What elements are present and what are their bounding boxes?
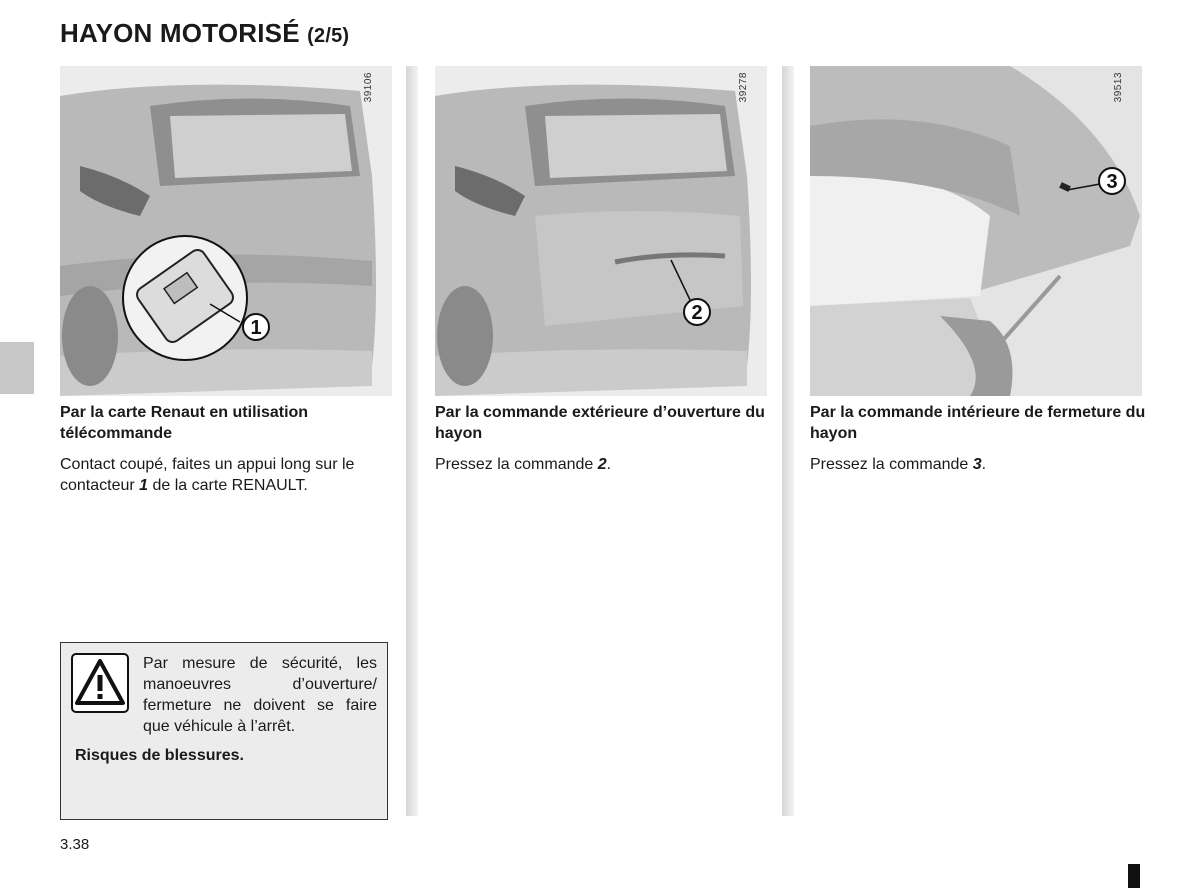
page-number: 3.38 [60,836,90,853]
callout-1 [243,314,269,340]
column-divider-1 [406,66,418,816]
callout-reference: 3 [972,456,982,473]
warning-risk: Risques de blessures. [75,747,244,764]
callout-2-label: 2 [691,302,703,324]
figure-ref-number: 39106 [363,72,374,103]
callout-3-label: 3 [1106,171,1118,193]
warning-box [60,642,388,820]
text-part: Pressez la commande [435,456,598,473]
illustration-exterior-handle [435,66,767,396]
text-part: Pressez la commande [810,456,973,473]
text-part: . [606,456,612,473]
illustration-interior-button [810,66,1142,396]
callout-2 [684,299,710,325]
callout-reference: 1 [139,477,149,494]
callout-reference: 2 [597,456,607,473]
page-title [60,18,349,49]
text-part: . [981,456,987,473]
page-title-sub: (2/5) [307,25,350,47]
callout-3 [1099,168,1125,194]
column-divider-2 [782,66,794,816]
text-part: Contact coupé, faites un appui long sur le contacteur [60,456,355,494]
illustration-card-key [60,66,392,396]
chapter-tab [0,342,34,394]
instruction-text [810,454,1150,475]
instruction-text [60,454,400,496]
text-part: de la carte RENAULT. [148,477,308,494]
section-heading: Par la commande extérieure d’ouverture du hayon [435,404,765,442]
figure-ref-number: 39278 [738,72,749,103]
instruction-text [435,454,775,475]
callout-1-label: 1 [250,317,262,339]
corner-marker [1128,864,1140,888]
page-title-main: HAYON MOTORISÉ [60,18,300,48]
warning-text: Par mesure de sécurité, les manoeuvres d’ouverture/ fermeture ne doivent se faire que véhicule à l’arrêt. [143,655,377,735]
section-heading: Par la commande intérieure de fermeture du hayon [810,404,1146,442]
figure-ref-number: 39513 [1113,72,1124,103]
section-heading: Par la carte Renaut en utilisation télécommande [60,404,309,442]
warning-triangle-icon [71,653,129,713]
